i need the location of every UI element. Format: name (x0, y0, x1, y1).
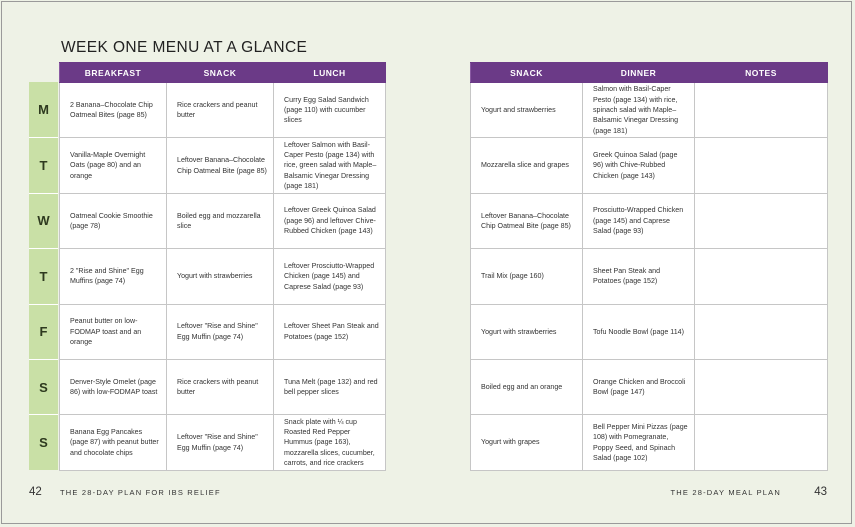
notes-cell (695, 359, 828, 414)
dinner-cell: Tofu Noodle Bowl (page 114) (583, 304, 695, 359)
notes-cell (695, 138, 828, 193)
snack-cell: Leftover "Rise and Shine" Egg Muffin (page 74) (167, 415, 274, 470)
day-label: T (29, 137, 58, 192)
breakfast-cell: 2 Banana–Chocolate Chip Oatmeal Bites (page 85) (60, 83, 167, 138)
header-dinner: DINNER (583, 63, 695, 83)
page-number-right: 43 (814, 486, 827, 498)
snack-cell: Boiled egg and an orange (471, 359, 583, 414)
dinner-cell: Prosciutto-Wrapped Chicken (page 145) and Caprese Salad (page 93) (583, 193, 695, 248)
dinner-cell: Bell Pepper Mini Pizzas (page 108) with Pomegranate, Poppy Seed, and Spinach Salad (page 102) (583, 415, 695, 470)
table-header-row (471, 63, 828, 83)
breakfast-cell: Peanut butter on low-FODMAP toast and an orange (60, 304, 167, 359)
snack-cell: Yogurt with strawberries (471, 304, 583, 359)
running-footer-left: THE 28-DAY PLAN FOR IBS RELIEF (60, 488, 221, 497)
left-menu-table (59, 62, 386, 471)
breakfast-cell: Oatmeal Cookie Smoothie (page 78) (60, 193, 167, 248)
table-row (471, 415, 828, 470)
breakfast-cell: Vanilla-Maple Overnight Oats (page 80) and an orange (60, 138, 167, 193)
table-header-row (60, 63, 386, 83)
dinner-cell: Greek Quinoa Salad (page 96) with Chive-Rubbed Chicken (page 143) (583, 138, 695, 193)
day-label: F (29, 304, 58, 359)
notes-cell (695, 193, 828, 248)
page-title: WEEK ONE MENU AT A GLANCE (61, 39, 308, 56)
right-menu-table (470, 62, 828, 471)
table-row (60, 304, 386, 359)
table-row (471, 83, 828, 138)
snack-cell: Mozzarella slice and grapes (471, 138, 583, 193)
lunch-cell: Curry Egg Salad Sandwich (page 110) with cucumber slices (274, 83, 386, 138)
table-row (471, 359, 828, 414)
day-label: S (29, 359, 58, 414)
breakfast-cell: Denver-Style Omelet (page 86) with low-FODMAP toast (60, 359, 167, 414)
table-row (471, 193, 828, 248)
notes-cell (695, 415, 828, 470)
lunch-cell: Leftover Prosciutto-Wrapped Chicken (page 145) and Caprese Salad (page 93) (274, 249, 386, 304)
snack-cell: Trail Mix (page 160) (471, 249, 583, 304)
dinner-cell: Salmon with Basil-Caper Pesto (page 134) with rice, spinach salad with Maple–Balsamic Vinegar Dressing (page 181) (583, 83, 695, 138)
table-row (471, 304, 828, 359)
snack-cell: Boiled egg and mozzarella slice (167, 193, 274, 248)
snack-cell: Yogurt with grapes (471, 415, 583, 470)
header-snack: SNACK (471, 63, 583, 83)
snack-cell: Leftover "Rise and Shine" Egg Muffin (page 74) (167, 304, 274, 359)
table-row (471, 138, 828, 193)
snack-cell: Rice crackers with peanut butter (167, 359, 274, 414)
breakfast-cell: Banana Egg Pancakes (page 87) with peanut butter and chocolate chips (60, 415, 167, 470)
lunch-cell: Tuna Melt (page 132) and red bell pepper slices (274, 359, 386, 414)
dinner-cell: Orange Chicken and Broccoli Bowl (page 147) (583, 359, 695, 414)
table-row (60, 193, 386, 248)
table-row (60, 359, 386, 414)
header-notes: NOTES (695, 63, 828, 83)
lunch-cell: Leftover Greek Quinoa Salad (page 96) and leftover Chive-Rubbed Chicken (page 143) (274, 193, 386, 248)
lunch-cell: Snack plate with ¼ cup Roasted Red Pepper Hummus (page 163), mozzarella slices, cucumber, carrots, and rice crackers (274, 415, 386, 470)
lunch-cell: Leftover Sheet Pan Steak and Potatoes (page 152) (274, 304, 386, 359)
snack-cell: Leftover Banana–Chocolate Chip Oatmeal Bite (page 85) (471, 193, 583, 248)
breakfast-cell: 2 "Rise and Shine" Egg Muffins (page 74) (60, 249, 167, 304)
table-row (471, 249, 828, 304)
table-row (60, 83, 386, 138)
page-number-left: 42 (29, 486, 42, 498)
day-column (29, 82, 58, 470)
snack-cell: Yogurt and strawberries (471, 83, 583, 138)
notes-cell (695, 304, 828, 359)
snack-cell: Leftover Banana–Chocolate Chip Oatmeal Bite (page 85) (167, 138, 274, 193)
table-row (60, 138, 386, 193)
day-label: S (29, 414, 58, 469)
notes-cell (695, 249, 828, 304)
day-label: M (29, 82, 58, 137)
table-row (60, 415, 386, 470)
header-lunch: LUNCH (274, 63, 386, 83)
snack-cell: Rice crackers and peanut butter (167, 83, 274, 138)
lunch-cell: Leftover Salmon with Basil-Caper Pesto (page 134) with rice, green salad with Maple–Balsamic Vinegar Dressing (page 181) (274, 138, 386, 193)
day-label: T (29, 248, 58, 303)
snack-cell: Yogurt with strawberries (167, 249, 274, 304)
notes-cell (695, 83, 828, 138)
day-label: W (29, 193, 58, 248)
header-breakfast: BREAKFAST (60, 63, 167, 83)
dinner-cell: Sheet Pan Steak and Potatoes (page 152) (583, 249, 695, 304)
header-snack: SNACK (167, 63, 274, 83)
table-row (60, 249, 386, 304)
running-footer-right: THE 28-DAY MEAL PLAN (670, 488, 781, 497)
